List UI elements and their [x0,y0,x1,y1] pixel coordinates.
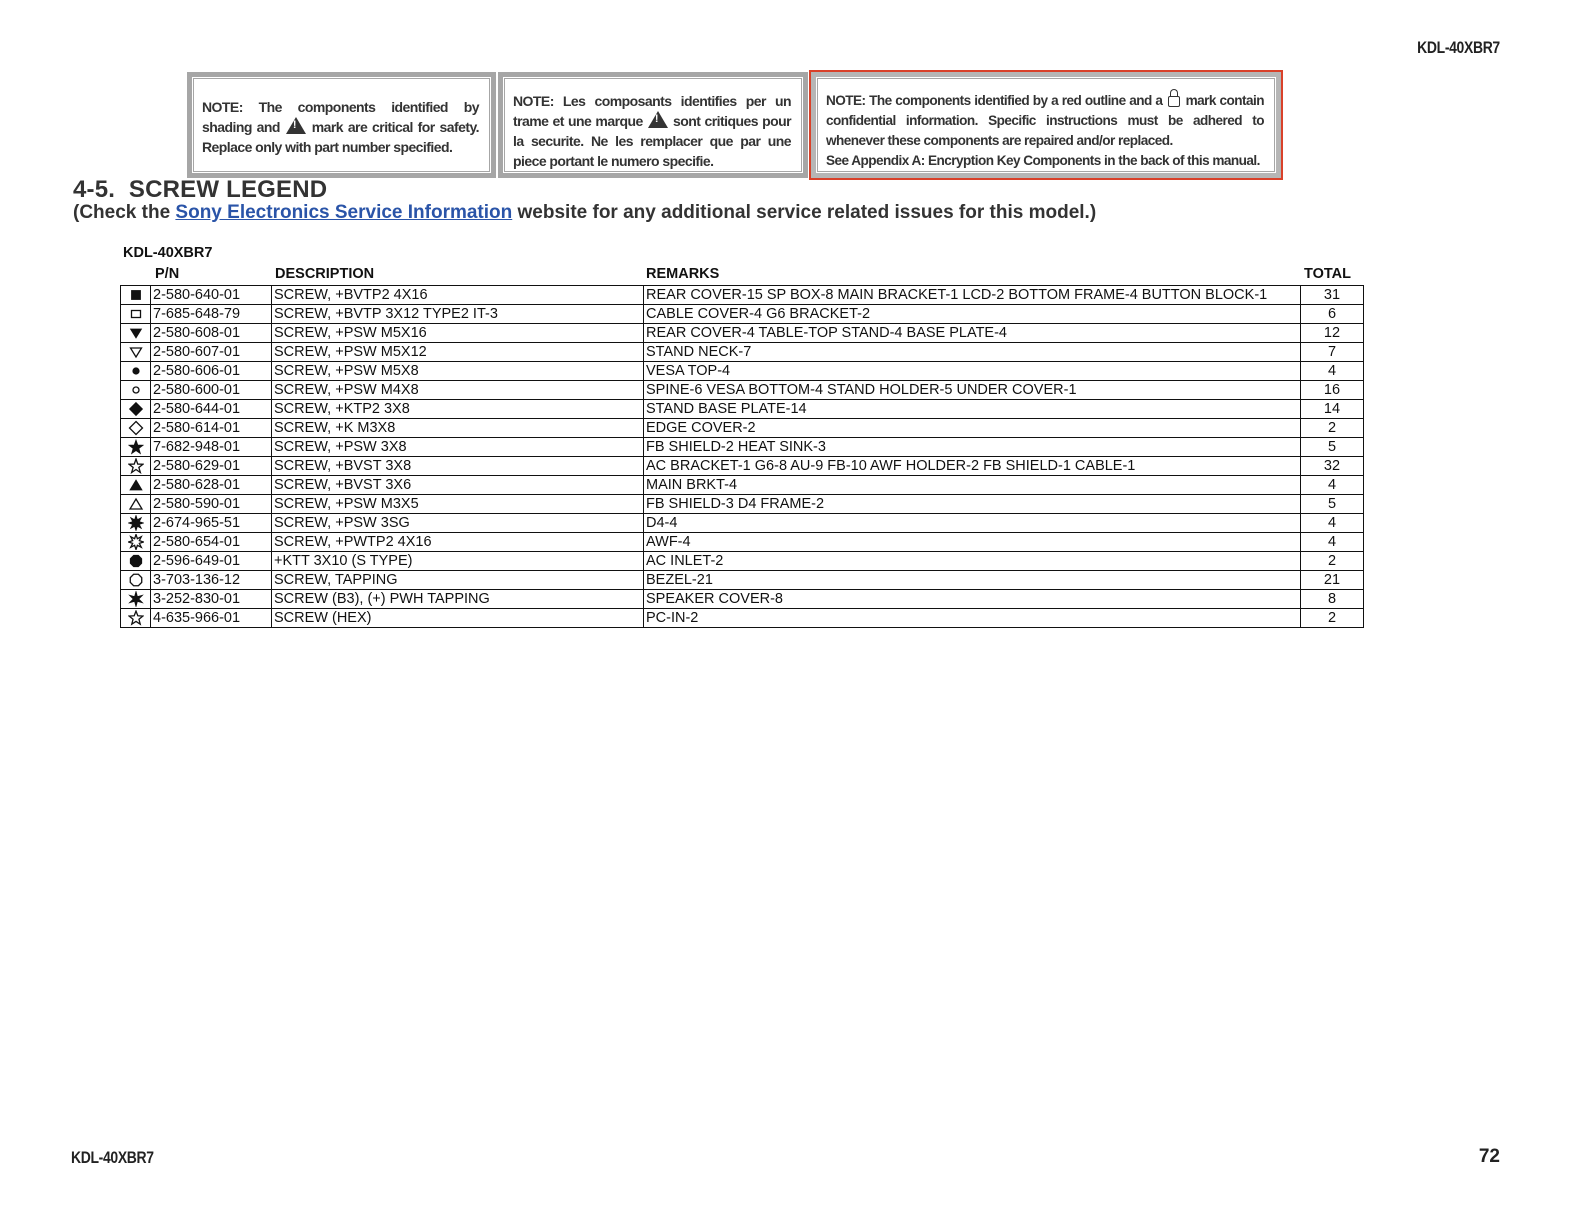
part-number-cell: 2-580-606-01 [151,362,272,381]
description-cell: SCREW (HEX) [272,609,644,628]
screw-symbol-cell [121,381,151,400]
filled-triangle-up-icon [128,477,144,493]
remarks-cell: EDGE COVER-2 [644,419,1301,438]
confidential-note [811,72,1281,178]
screw-symbol-cell [121,533,151,552]
total-cell: 4 [1301,514,1364,533]
open-triangle-down-icon [128,344,144,360]
total-cell: 8 [1301,590,1364,609]
note-confidential-text-2: mark contain confidential information. Specific instructions must be adhered to whenever these components are repaired and/or replaced. [826,93,1264,148]
section-title: 4-5. SCREW LEGEND [73,176,328,203]
column-header-description: DESCRIPTION [275,266,375,282]
screw-symbol-cell [121,514,151,533]
total-cell: 16 [1301,381,1364,400]
remarks-cell: SPEAKER COVER-8 [644,590,1301,609]
description-cell: SCREW, +PWTP2 4X16 [272,533,644,552]
table-row [121,286,1364,305]
total-cell: 4 [1301,362,1364,381]
screw-symbol-cell [121,571,151,590]
screw-symbol-cell [121,324,151,343]
table-row [121,571,1364,590]
filled-diamond-icon [128,401,144,417]
part-number-cell: 3-252-830-01 [151,590,272,609]
subtitle-text-after: website for any additional service related issues for this model.) [512,202,1097,223]
footer-model-number: KDL-40XBR7 [71,1148,154,1167]
total-cell: 5 [1301,438,1364,457]
remarks-cell: PC-IN-2 [644,609,1301,628]
filled-octagon-icon [128,553,144,569]
screw-symbol-cell [121,286,151,305]
total-cell: 12 [1301,324,1364,343]
table-row [121,362,1364,381]
remarks-cell: STAND NECK-7 [644,343,1301,362]
warning-triangle-icon [286,117,306,134]
safety-notes [187,72,1283,178]
remarks-cell: MAIN BRKT-4 [644,476,1301,495]
column-header-pn: P/N [155,266,180,282]
part-number-cell: 4-635-966-01 [151,609,272,628]
filled-star-icon [128,439,144,455]
remarks-cell: CABLE COVER-4 G6 BRACKET-2 [644,305,1301,324]
part-number-cell: 2-580-640-01 [151,286,272,305]
open-triangle-up-icon [128,496,144,512]
table-row [121,590,1364,609]
part-number-cell: 3-703-136-12 [151,571,272,590]
table-row [121,400,1364,419]
safety-note-english [187,72,496,178]
part-number-cell: 2-580-600-01 [151,381,272,400]
description-cell: SCREW, +PSW 3SG [272,514,644,533]
table-row [121,419,1364,438]
table-row [121,476,1364,495]
description-cell: SCREW, +PSW M5X12 [272,343,644,362]
part-number-cell: 2-674-965-51 [151,514,272,533]
total-cell: 2 [1301,609,1364,628]
total-cell: 2 [1301,552,1364,571]
total-cell: 32 [1301,457,1364,476]
filled-dot-icon [128,363,144,379]
remarks-cell: SPINE-6 VESA BOTTOM-4 STAND HOLDER-5 UNDER COVER-1 [644,381,1301,400]
table-row [121,457,1364,476]
open-dot-icon [128,382,144,398]
filled-triangle-down-icon [128,325,144,341]
description-cell: SCREW, +PSW M5X8 [272,362,644,381]
section-subtitle [73,202,1096,224]
remarks-cell: FB SHIELD-2 HEAT SINK-3 [644,438,1301,457]
part-number-cell: 2-580-614-01 [151,419,272,438]
table-row [121,552,1364,571]
lock-icon [1168,96,1180,107]
remarks-cell: REAR COVER-4 TABLE-TOP STAND-4 BASE PLATE-4 [644,324,1301,343]
description-cell: SCREW, +PSW M3X5 [272,495,644,514]
table-row [121,305,1364,324]
part-number-cell: 2-580-644-01 [151,400,272,419]
table-model-label: KDL-40XBR7 [123,245,213,261]
remarks-cell: AC INLET-2 [644,552,1301,571]
open-sunburst-icon [128,534,144,550]
table-row [121,343,1364,362]
warning-triangle-icon [648,111,668,128]
screw-symbol-cell [121,362,151,381]
screw-symbol-cell [121,590,151,609]
description-cell: SCREW, +PSW 3X8 [272,438,644,457]
description-cell: SCREW, +KTP2 3X8 [272,400,644,419]
screw-symbol-cell [121,609,151,628]
screw-symbol-cell [121,495,151,514]
table-row [121,533,1364,552]
filled-asterisk-icon [128,591,144,607]
screw-symbol-cell [121,476,151,495]
screw-symbol-cell [121,400,151,419]
description-cell: SCREW, +BVST 3X6 [272,476,644,495]
part-number-cell: 2-580-590-01 [151,495,272,514]
filled-sunburst-icon [128,515,144,531]
total-cell: 2 [1301,419,1364,438]
description-cell: SCREW, +K M3X8 [272,419,644,438]
description-cell: SCREW, TAPPING [272,571,644,590]
table-row [121,438,1364,457]
table-row [121,609,1364,628]
screw-symbol-cell [121,343,151,362]
total-cell: 21 [1301,571,1364,590]
screw-symbol-cell [121,419,151,438]
part-number-cell: 2-580-654-01 [151,533,272,552]
screw-symbol-cell [121,552,151,571]
total-cell: 7 [1301,343,1364,362]
remarks-cell: STAND BASE PLATE-14 [644,400,1301,419]
part-number-cell: 2-580-628-01 [151,476,272,495]
table-row [121,381,1364,400]
total-cell: 5 [1301,495,1364,514]
open-burst-star-icon [128,610,144,626]
filled-square-icon [128,287,144,303]
part-number-cell: 2-580-629-01 [151,457,272,476]
remarks-cell: AC BRACKET-1 G6-8 AU-9 FB-10 AWF HOLDER-2 FB SHIELD-1 CABLE-1 [644,457,1301,476]
total-cell: 4 [1301,533,1364,552]
remarks-cell: FB SHIELD-3 D4 FRAME-2 [644,495,1301,514]
description-cell: SCREW, +PSW M5X16 [272,324,644,343]
screw-legend-table [120,285,1364,628]
total-cell: 4 [1301,476,1364,495]
description-cell: SCREW (B3), (+) PWH TAPPING [272,590,644,609]
note-french-text-1: NOTE: Les composants identifies per un trame et une marque [513,93,791,129]
remarks-cell: D4-4 [644,514,1301,533]
table-row [121,514,1364,533]
subtitle-text-before: (Check the [73,202,176,223]
description-cell: SCREW, +BVTP 3X12 TYPE2 IT-3 [272,305,644,324]
part-number-cell: 7-682-948-01 [151,438,272,457]
note-english-text-2: mark are critical for safety. Replace only with part number specified. [202,119,480,155]
total-cell: 6 [1301,305,1364,324]
column-header-remarks: REMARKS [646,266,720,282]
note-english-text-1: NOTE: The components identified by shading and [202,99,479,135]
remarks-cell: BEZEL-21 [644,571,1301,590]
note-confidential-appendix: See Appendix A: Encryption Key Components in the back of this manual. [826,153,1260,168]
table-row [121,324,1364,343]
page-number: 72 [1478,1146,1500,1167]
open-diamond-icon [128,420,144,436]
screw-symbol-cell [121,438,151,457]
remarks-cell: AWF-4 [644,533,1301,552]
description-cell: SCREW, +PSW M4X8 [272,381,644,400]
sony-service-info-link[interactable]: Sony Electronics Service Information [175,202,513,223]
description-cell: +KTT 3X10 (S TYPE) [272,552,644,571]
screw-symbol-cell [121,305,151,324]
open-octagon-icon [128,572,144,588]
remarks-cell: VESA TOP-4 [644,362,1301,381]
part-number-cell: 7-685-648-79 [151,305,272,324]
remarks-cell: REAR COVER-15 SP BOX-8 MAIN BRACKET-1 LCD-2 BOTTOM FRAME-4 BUTTON BLOCK-1 [644,286,1301,305]
note-confidential-text-1: NOTE: The components identified by a red outline and a [826,93,1163,108]
header-model-number: KDL-40XBR7 [1417,38,1500,57]
part-number-cell: 2-596-649-01 [151,552,272,571]
open-square-icon [128,306,144,322]
table-row [121,495,1364,514]
total-cell: 14 [1301,400,1364,419]
part-number-cell: 2-580-607-01 [151,343,272,362]
description-cell: SCREW, +BVTP2 4X16 [272,286,644,305]
column-header-total: TOTAL [1304,266,1351,282]
description-cell: SCREW, +BVST 3X8 [272,457,644,476]
part-number-cell: 2-580-608-01 [151,324,272,343]
open-star-icon [128,458,144,474]
screw-symbol-cell [121,457,151,476]
safety-note-french [498,72,808,178]
note-french-text-2: sont critiques pour la securite. Ne les remplacer que par une piece portant le numero specifie. [513,113,791,169]
total-cell: 31 [1301,286,1364,305]
